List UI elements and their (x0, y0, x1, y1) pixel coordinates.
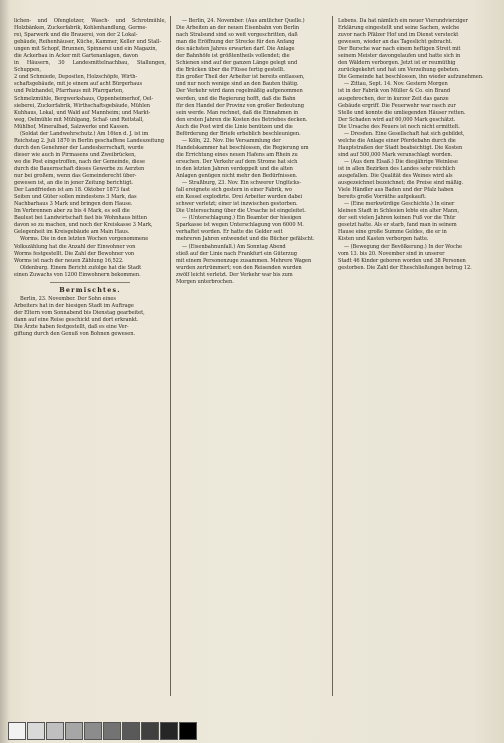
text-line: — Köln, 22. Nov. Die Versammlung der (182, 137, 281, 144)
text-line: Anlagen genügen nicht mehr den Bedürfnissen. (176, 173, 298, 180)
text-line: der seit vielen Jahren keinen Fuß vor die Thür (338, 215, 456, 222)
text-line: Der Landfrieden ist am 18. Oktober 1873 fast (14, 187, 131, 194)
text-line: Worms. Die in den letzten Wochen vorgenommene (20, 236, 149, 243)
text-line: gewesen ist, an die in jener Zeitung berichtigt. (14, 180, 133, 187)
text-line: giftung durch den Genuß von Bohnen gewesen. (14, 330, 135, 337)
text-line: Gelegenheit im Kreisgebäude am Main Haus. (14, 229, 130, 236)
text-line: schaftsgebäude, mit je einem auf acht Bürgerhaus (14, 81, 143, 88)
text-line: (Soldat der Landwehrschutz.) Am 16ten d. J. ist im (20, 130, 149, 137)
text-line: Morgen unterbrochen. (176, 278, 234, 285)
text-line: den Wäldern verborgen. Jetzt ist er reumüthig (338, 60, 456, 67)
text-line: bereits große Vorräthe aufgekauft. (338, 194, 427, 201)
text-line: Der Verkehr wird dann regelmäßig aufgenommen (176, 88, 303, 95)
text-line: ersuchen. Der Verkehr auf dem Strome hat sich (176, 158, 298, 165)
text-line: fall ereignete sich gestern in einer Fabrik, wo (176, 187, 292, 194)
text-line: Handelskammer hat beschlossen, die Regierung um (176, 144, 309, 151)
text-line: nach Stralsund sind so weit vorgeschritten, daß (176, 32, 298, 39)
text-line: und Pelzhandel, Pfarrhaus mit Pfarrgarten, (14, 88, 124, 95)
grayscale-calibration-strip (0, 707, 504, 743)
text-line: Beförderung der Briefe erheblich beschleunigen. (176, 130, 301, 137)
col1-block-c (14, 236, 166, 264)
column-rule (332, 16, 333, 696)
text-line: ist in der Fabrik von Müller & Co. ein Brand (338, 88, 451, 95)
col1-block-a (14, 18, 166, 131)
column-2 (176, 18, 328, 690)
text-line: Die Arbeiten an der neuen Eisenbahn von Berlin (176, 25, 300, 32)
text-line: Schienen sind auf der ganzen Länge gelegt und (176, 60, 298, 67)
col1-block-e (14, 296, 166, 338)
col3-block-a (338, 25, 490, 81)
text-line: verhaftet worden. Er hatte die Gelder seit (176, 229, 283, 236)
text-line: Gebäude ergriff. Die Feuerwehr war rasch zur (338, 102, 456, 109)
column-1 (14, 18, 166, 690)
spine-shadow (0, 0, 10, 743)
text-line: Worms ist nach der neuen Zählung 16,522. (14, 257, 124, 264)
text-line: Die Gemeinde hat beschlossen, ihn wieder aufzunehmen. (338, 74, 484, 81)
calibration-swatch (8, 722, 26, 740)
text-line: nur bei großem, wenn das Gemeinderecht über- (14, 173, 137, 180)
text-line: weg, Oelmühle mit Mühlgang, Schaf- und Reitstall, (14, 116, 144, 123)
text-line: werden, und die Regierung hofft, daß die Bahn (176, 95, 296, 102)
text-line: gesetzt hatte. Als er starb, fand man in seinem (338, 222, 457, 229)
text-line: Worms festgestellt. Die Zahl der Bewohner von (14, 250, 135, 257)
text-line: — Zittau, Sept. 14. Nov. Gestern Morgen (344, 81, 448, 88)
text-line: zuvor nach Pfälzer Hof und im Dienst versteckt (338, 32, 459, 39)
text-line: Kuhhaus, Lokal, und Wald auf Mannheim; und Markt- (14, 109, 151, 116)
text-line: Arbeiters hat in der hiesigen Stadt im Auftrage (14, 302, 134, 309)
text-line: die Errichtung eines neuen Hafens am Rhein zu (176, 151, 298, 158)
text-line: der Eltern vom Sonnabend bis Dienstag gearbeitet, (14, 309, 145, 316)
text-line: rei, Sparwerk und die Brauerei, von der 2 Lokal- (14, 32, 138, 39)
col2-block-d (176, 215, 328, 243)
text-line: mit einem Personenzuge zusammen. Mehrere Wagen (176, 257, 312, 264)
text-line: Ein großer Theil der Arbeiter ist bereits entlassen, (176, 74, 305, 81)
text-line: zwölf leicht verletzt. Der Verkehr war bis zum (176, 271, 293, 278)
text-line: gewesen, wieder an das Tageslicht gebracht. (338, 39, 453, 46)
col2-block-c (176, 180, 328, 215)
text-line: stieß auf der Linie nach Frankfurt ein Güterzug (176, 250, 298, 257)
text-line: durch die Bauernschaft dieses Gewerbe zu Aerzten (14, 165, 145, 172)
text-line: ausgefallen. Die Qualität des Weines wird als (338, 173, 453, 180)
text-line: Lebens. Da hat nämlich ein neuer Vierundvierziger (338, 18, 468, 24)
calibration-swatch (160, 722, 178, 740)
text-line: — Berlin, 24. November. (Aus amtlicher Quelle.) (182, 18, 305, 24)
text-line: ungen mit Schopf, Brunnen, Spinnerei und ein Magazin, (14, 46, 158, 53)
col3-block-c (338, 131, 490, 159)
text-line: Viele Händler aus Baden und der Pfalz haben (338, 187, 454, 194)
text-line: ausgebrochen, der in kurzer Zeit das ganze (338, 95, 449, 102)
text-line: Hause eine große Summe Geldes, die er in (338, 229, 447, 236)
calibration-swatch (122, 722, 140, 740)
text-line: welche die Anlage einer Pferdebahn durch die (338, 137, 456, 144)
text-line: dieser wie auch in Pirmasens und Zweibrücken, (14, 151, 136, 158)
text-line: schwer verletzt; einer ist inzwischen gestorben. (176, 201, 298, 208)
text-line: vom 13. bis 20. November sind in unserer (338, 250, 445, 257)
text-line: Reichstag 2. Juli 1870 in Berlin geschaffene Landeszeitung (14, 137, 164, 144)
text-line: für den Handel der Provinz von großer Bedeutung (176, 102, 304, 109)
text-line: Der Schaden wird auf 60,000 Mark geschätzt. (338, 116, 456, 123)
text-line: durch den Genehmer der Landesherrschaft, wurde (14, 144, 144, 151)
text-line: ein Kessel explodirte. Drei Arbeiter wurden dabei (176, 194, 303, 201)
column-rule (170, 16, 171, 696)
text-line: die Brücken über die Flüsse fertig gestellt. (176, 67, 285, 74)
calibration-swatch (46, 722, 64, 740)
col3-block-d (338, 159, 490, 201)
text-line: wurden zertrümmert; von den Reisenden wurden (176, 264, 302, 271)
text-line: Sparkasse ist wegen Unterschlagung von 6000 M. (176, 222, 304, 229)
col3-block-b (338, 81, 490, 130)
text-line: den ersten Jahren die Kosten des Betriebes decken. (176, 116, 308, 123)
col2-block-e (176, 244, 328, 286)
text-line: Hauptstraßen der Stadt beabsichtigt. Die Kosten (338, 144, 463, 151)
text-line: Die Ursache des Feuers ist noch nicht ermittelt. (338, 123, 460, 130)
text-line: Stelle und konnte die umliegenden Häuser retten. (338, 109, 466, 116)
text-line: davon so zu machen, und noch der Kreiskasse 3 Mark, (14, 222, 153, 229)
calibration-swatch (103, 722, 121, 740)
text-line: Nachbarhaus 3 Mark und bringen dem Hause. (14, 201, 133, 208)
text-line: Der Bursche war nach einem heftigen Streit mit (338, 46, 461, 53)
text-line: man die Eröffnung der Strecke für den Anfang (176, 39, 295, 46)
text-line: zurückgekehrt und hat um Verzeihung gebeten. (338, 67, 460, 74)
text-line: kleinen Stadt in Schlesien lebte ein alter Mann, (338, 208, 459, 215)
text-line: — (Unterschlagung.) Ein Beamter der hiesigen (182, 215, 302, 222)
text-line: Stadt 46 Kinder geboren worden und 38 Personen (338, 257, 466, 264)
calibration-swatch (179, 722, 197, 740)
calibration-swatch (65, 722, 83, 740)
col2-block-b (176, 138, 328, 180)
text-line: der Bahnhöfe ist größtentheils vollendet; die (176, 53, 290, 60)
text-line: einen Zuwachs von 1200 Einwohnern bekommen. (14, 271, 141, 278)
text-line: Baulust bei Landwirtschaft fast bis Wohnhaus bitten (14, 215, 147, 222)
text-line: Oldenburg. Einem Bericht zufolge hat die Stadt (20, 264, 142, 271)
text-line: Kisten und Kasten verborgen hatte. (338, 236, 429, 243)
text-line: — Straßburg, 23. Nov. Ein schwerer Unglücks- (182, 180, 302, 187)
col1-block-d (14, 265, 166, 279)
section-separator (50, 282, 130, 283)
text-line: — (Eine merkwürdige Geschichte.) In einer (344, 201, 455, 208)
text-line: die Ackerbau in Acker mit Gartenanlagen, davon (14, 53, 139, 60)
text-line: Volkszählung hat die Anzahl der Einwohner von (14, 243, 136, 250)
text-line: Berlin, 23. November. Der Sohn eines (20, 295, 116, 302)
text-line: Schmelzmühle, Bergwerkshaus, Oppenheimerhof, Oel- (14, 95, 154, 102)
text-line: lichen- und Ofenglotzer, Wasch- und Schrotmühle, Holzbänken, Zuckerfabrik, Kohlenhandlung, Germe- (14, 18, 166, 32)
text-line: — (Eisenbahnunfall.) Am Sonntag Abend (182, 243, 286, 250)
text-line: sieberei, Zuckerfabrik, Wirthschaftsgebäude, Mühlen (14, 102, 151, 109)
text-line: seinem Meister davongelaufen und hatte sich in (338, 53, 461, 60)
text-line: gestorben. Die Zahl der Eheschließungen betrug 12. (338, 264, 472, 271)
text-line: sind auf 500,000 Mark veranschlagt worden. (338, 151, 453, 158)
text-line: Im Verbrennen aber zu bis 4 Mark, es soll die (14, 208, 130, 215)
text-line: Mühlhof, Mineralbad, Salzwerke und Kassen. (14, 123, 130, 130)
text-line: in Häusern, 30 Landesmittelnachbau, Stallungen, Schuppen, (14, 60, 166, 74)
text-line: — (Aus dem Elsaß.) Die diesjährige Weinlese (344, 158, 458, 165)
text-line: und nur noch wenige sind an den Bauten thätig. (176, 81, 299, 88)
col2-block-a (176, 25, 328, 138)
col1-block-b (14, 131, 166, 237)
text-line: ausgezeichnet bezeichnet; die Preise sind mäßig. (338, 180, 464, 187)
text-line: gebäude, Reihenhäuser, Küche, Kammer, Keller und Stall- (14, 39, 162, 46)
column-3 (338, 18, 490, 690)
calibration-swatch (141, 722, 159, 740)
text-line: Seiten und Güter sollen mindestens 3 Mark, das (14, 194, 137, 201)
text-line: sein werde. Man rechnet, daß die Einnahmen in (176, 109, 299, 116)
text-line: ist in allen Bezirken des Landes sehr reichlich (338, 165, 456, 172)
text-line: dann auf eine Reise geschickt und dort erkrankt. (14, 316, 139, 323)
calibration-swatch (84, 722, 102, 740)
text-line: Erklärung eingestellt und seine Sachen, welche (338, 25, 460, 32)
calibration-swatch (27, 722, 45, 740)
col3-block-e (338, 201, 490, 243)
text-line: — (Bewegung der Bevölkerung.) In der Woche (344, 243, 463, 250)
text-line: wo die Post eingetroffen, nach der Gemeinde, diese (14, 158, 145, 165)
text-line: Die Untersuchung über die Ursache ist eingeleitet. (176, 208, 306, 215)
text-line: Die Ärzte haben festgestellt, daß es eine Ver- (14, 323, 129, 330)
text-line: in den letzten Jahren verdoppelt und die alten (176, 165, 293, 172)
text-line: — Dresden. Eine Gesellschaft hat sich gebildet, (344, 130, 465, 137)
text-line: des nächsten Jahres erwarten darf. Die Anlage (176, 46, 295, 53)
col3-block-f (338, 244, 490, 272)
text-line: Auch die Post wird die Linie benützen und die (176, 123, 293, 130)
section-heading: Bermischtes. (59, 285, 121, 294)
text-line: 2 und Schmiede, Depositen, Holzschöpfe, Wirth- (14, 74, 138, 81)
text-line: mehreren Jahren entwendet und die Bücher gefälscht. (176, 236, 315, 243)
